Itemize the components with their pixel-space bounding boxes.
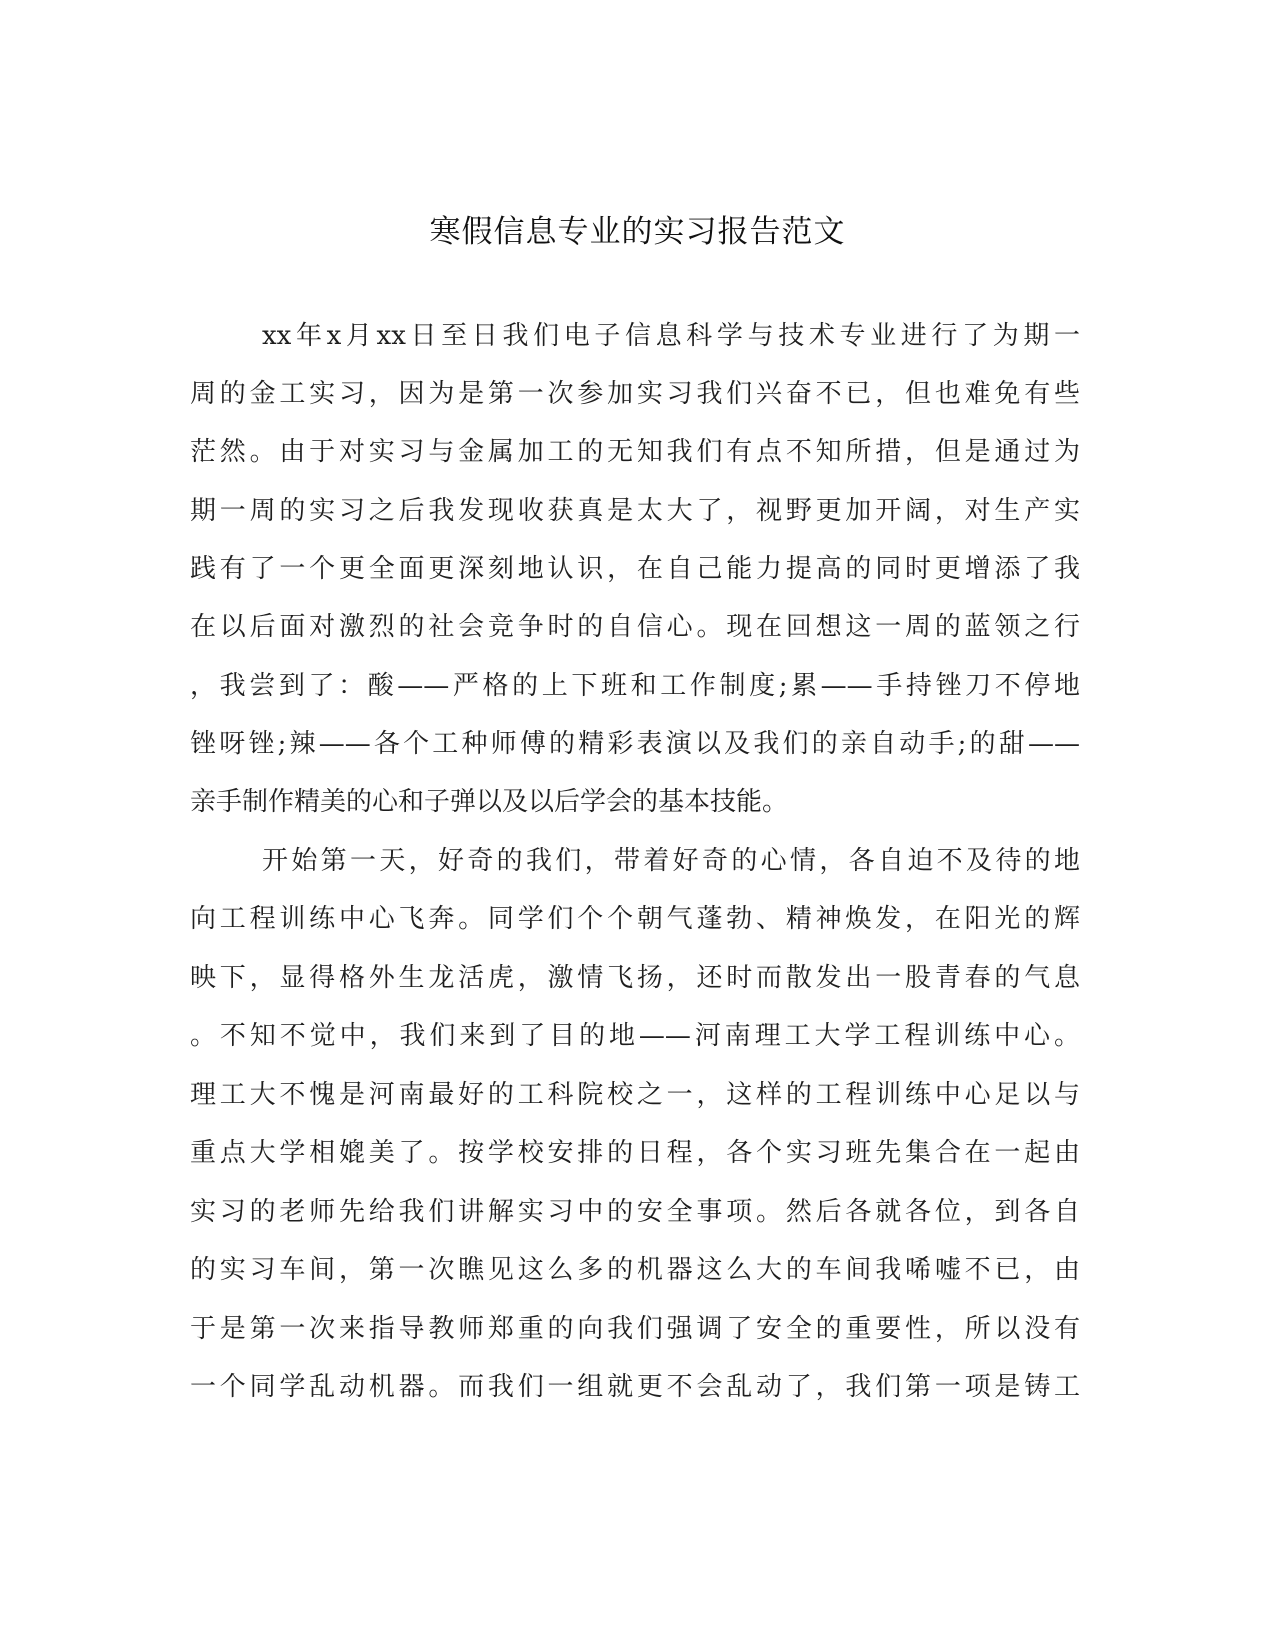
paragraph-1-line-3: 茫然。由于对实习与金属加工的无知我们有点不知所措，但是通过为: [190, 437, 1080, 467]
paragraph-1-line-6: 在以后面对激烈的社会竞争时的自信心。现在回想这一周的蓝领之行: [190, 612, 1080, 642]
paragraph-2-line-2: 向工程训练中心飞奔。同学们个个朝气蓬勃、精神焕发，在阳光的辉: [190, 904, 1080, 934]
paragraph-1-line-9: 亲手制作精美的心和子弹以及以后学会的基本技能。: [190, 787, 789, 817]
paragraph-2-line-7: 实习的老师先给我们讲解实习中的安全事项。然后各就各位，到各自: [190, 1197, 1080, 1227]
paragraph-1-line-4: 期一周的实习之后我发现收获真是太大了，视野更加开阔，对生产实: [190, 496, 1080, 526]
paragraph-2-line-8: 的实习车间，第一次瞧见这么多的机器这么大的车间我唏嘘不已，由: [190, 1255, 1080, 1285]
document-title: 寒假信息专业的实习报告范文: [429, 214, 846, 250]
paragraph-1-line-7: ，我尝到了：酸——严格的上下班和工作制度;累——手持锉刀不停地: [190, 671, 1080, 701]
paragraph-2-line-9: 于是第一次来指导教师郑重的向我们强调了安全的重要性，所以没有: [190, 1314, 1080, 1344]
paragraph-1-line-8: 锉呀锉;辣——各个工种师傅的精彩表演以及我们的亲自动手;的甜——: [190, 729, 1080, 759]
paragraph-2-line-4: 。不知不觉中，我们来到了目的地——河南理工大学工程训练中心。: [190, 1021, 1080, 1051]
paragraph-1-line-2: 周的金工实习，因为是第一次参加实习我们兴奋不已，但也难免有些: [190, 379, 1080, 409]
paragraph-2-line-5: 理工大不愧是河南最好的工科院校之一，这样的工程训练中心足以与: [190, 1080, 1080, 1110]
paragraph-2-line-6: 重点大学相媲美了。按学校安排的日程，各个实习班先集合在一起由: [190, 1138, 1080, 1168]
paragraph-2-line-3: 映下，显得格外生龙活虎，激情飞扬，还时而散发出一股青春的气息: [190, 963, 1080, 993]
paragraph-2-line-10: 一个同学乱动机器。而我们一组就更不会乱动了，我们第一项是铸工: [190, 1372, 1080, 1402]
paragraph-1-line-1: xx年x月xx日至日我们电子信息科学与技术专业进行了为期一: [262, 321, 1080, 351]
paragraph-1-line-5: 践有了一个更全面更深刻地认识，在自己能力提高的同时更增添了我: [190, 554, 1080, 584]
paragraph-2-line-1: 开始第一天，好奇的我们，带着好奇的心情，各自迫不及待的地: [262, 846, 1080, 876]
